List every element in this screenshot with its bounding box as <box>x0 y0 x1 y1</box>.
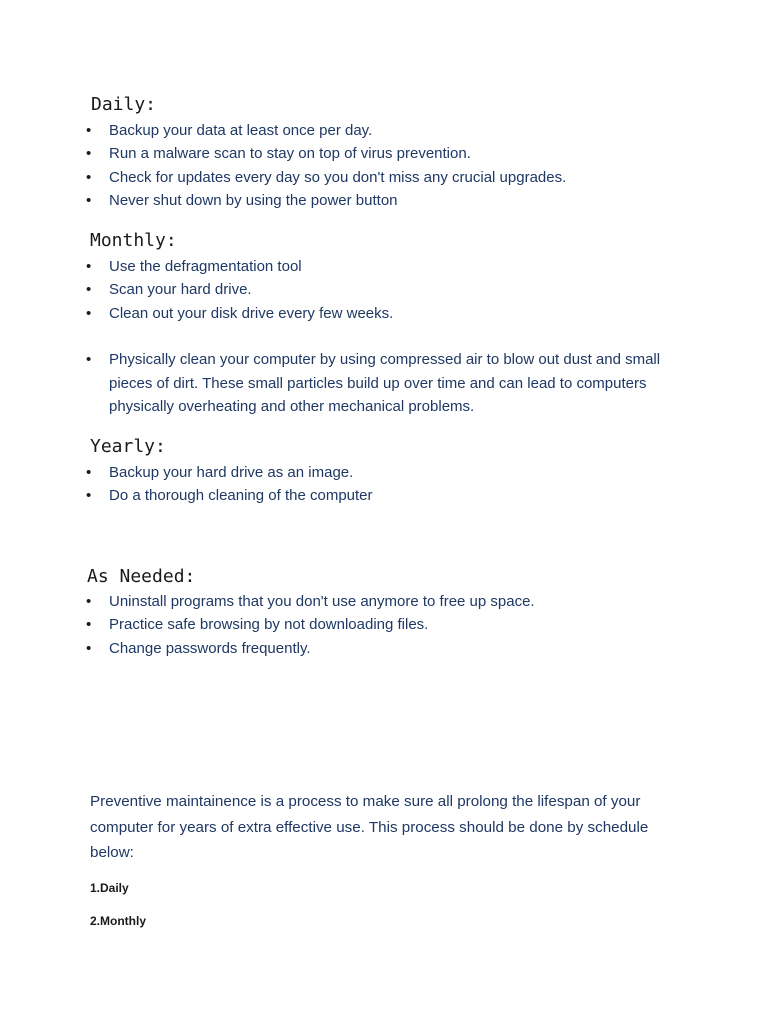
list-item: • Physically clean your computer by using compressed air to blow out dust and small pieces of dirt. These small particles build up over time and can lead to computers physically overheating and other mechanical problems. <box>86 348 686 418</box>
monthly-list <box>86 255 686 418</box>
yearly-heading: Yearly: <box>90 436 166 457</box>
intro-paragraph: Preventive maintainence is a process to make sure all prolong the lifespan of your computer for years of extra effective use. This process should be done by schedule below: <box>90 793 649 861</box>
list-item: • Backup your hard drive as an image. <box>86 461 686 484</box>
list-item: • Change passwords frequently. <box>86 637 686 660</box>
monthly-heading: Monthly: <box>90 230 177 251</box>
as-needed-heading: As Needed: <box>87 566 196 587</box>
list-item: • Check for updates every day so you don't miss any crucial upgrades. <box>86 166 686 189</box>
daily-list <box>86 119 686 213</box>
list-item: • Scan your hard drive. <box>86 278 686 301</box>
list-item: • Backup your data at least once per day. <box>86 119 686 142</box>
list-item: • Practice safe browsing by not downloading files. <box>86 613 686 636</box>
list-item: • Use the defragmentation tool <box>86 255 686 278</box>
numbered-item-daily: 1.Daily <box>90 881 129 895</box>
list-item: • Clean out your disk drive every few weeks. <box>86 302 686 325</box>
as-needed-list <box>86 590 686 660</box>
numbered-item-monthly: 2.Monthly <box>90 914 146 928</box>
list-item: • Run a malware scan to stay on top of virus prevention. <box>86 142 686 165</box>
list-item: • Uninstall programs that you don't use anymore to free up space. <box>86 590 686 613</box>
daily-heading: Daily: <box>91 94 157 115</box>
list-item: • Never shut down by using the power button <box>86 189 686 212</box>
list-item: • Do a thorough cleaning of the computer <box>86 484 686 507</box>
yearly-list <box>86 461 686 508</box>
